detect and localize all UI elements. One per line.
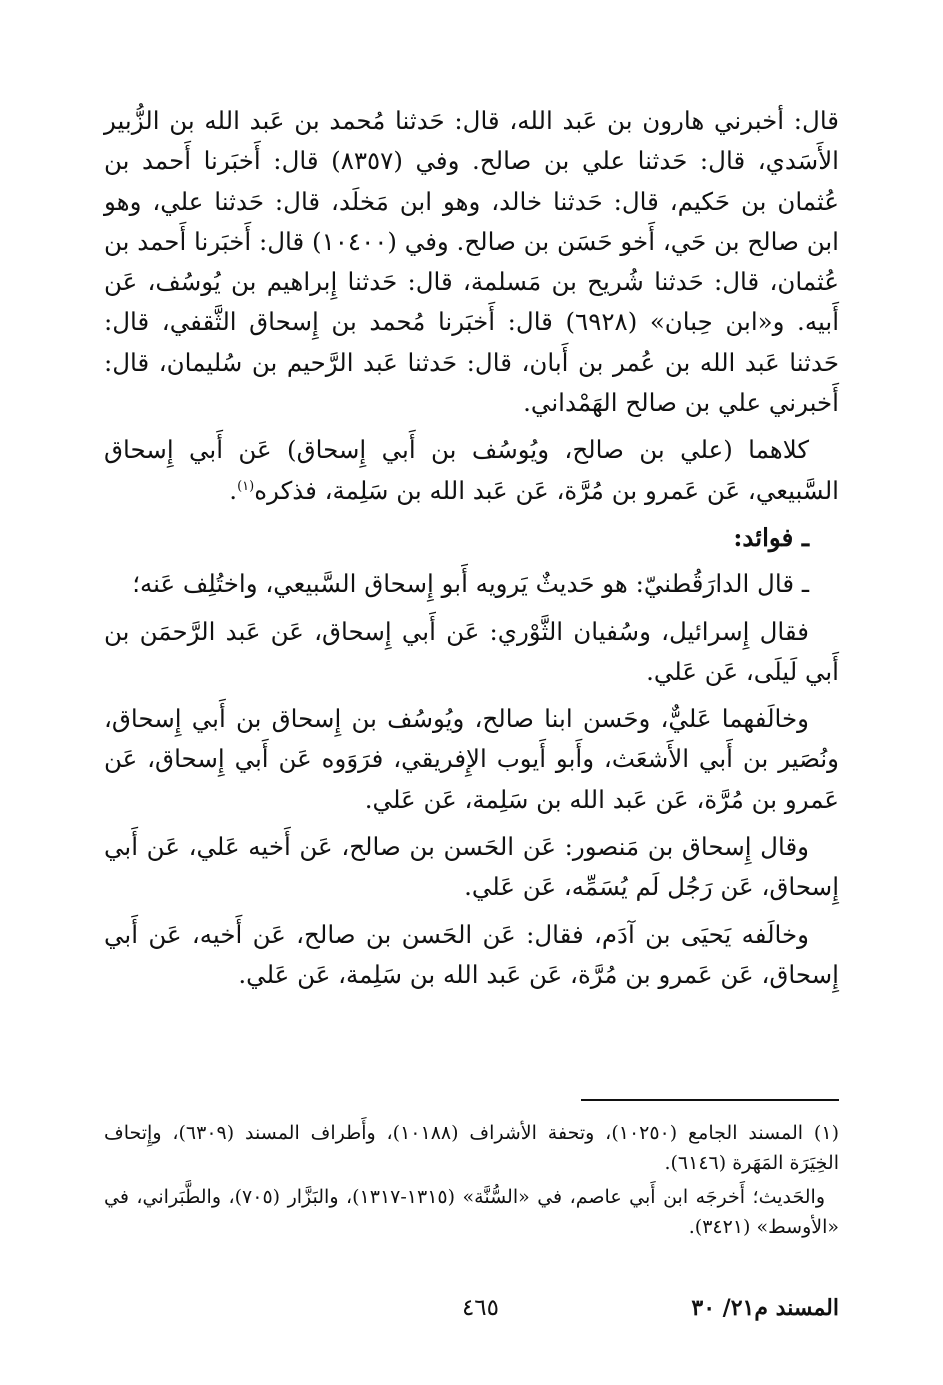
summary-paragraph: كلاهما (علي بن صالح، ويُوسُف بن أَبي إِسحاق) عَن أَبي إِسحاق السَّبيعي، عَن عَمرو بن مُرَّة، عَن عَبد الله بن سَلِمة، فذكره$^{(١)}$. — [104, 435, 839, 505]
footnote-reference: (١) — [237, 478, 255, 494]
document-page — [104, 0, 839, 1385]
footnote-separator — [581, 1099, 839, 1101]
isnad-paragraph: قال: أخبرني هارون بن عَبد الله، قال: حَدثنا مُحمد بن عَبد الله بن الزُّبير الأَسَدي، قال: حَدثنا علي بن صالح. وفي (٨٣٥٧) قال: أَخبَرنا أَحمد بن عُثمان بن حَكيم، قال: حَدثنا خالد، وهو ابن مَخلَد، قال: حَدثنا علي، وهو ابن صالح بن حَي، أَخو حَسَن بن صالح. وفي (١٠٤٠٠) قال: أَخبَرنا أَحمد بن عُثمان، قال: حَدثنا شُريح بن مَسلمة، قال: حَدثنا إِبراهيم بن يُوسُف، عَن أَبيه. و«ابن حِبان» (٦٩٢٨) قال: أَخبَرنا مُحمد بن إِسحاق الثَّقفي، قال: حَدثنا عَبد الله بن عُمر بن أَبان، قال: حَدثنا عَبد الرَّحيم بن سُليمان، قال: أَخبرني علي بن صالح الهَمْداني. — [104, 106, 839, 418]
fawaid-paragraph: وخالَفهما عَليٌّ، وحَسن ابنا صالح، ويُوسُف بن إِسحاق بن أَبي إِسحاق، ونُصَير بن أَبي الأَشعَث، وأَبو أَيوب الإِفريقي، فرَوَوه عَن أَبي إِسحاق، عَن عَمرو بن مُرَّة، عَن عَبد الله بن سَلِمة، عَن عَلي. — [104, 704, 839, 814]
fawaid-heading: ـ فوائد: — [733, 522, 809, 552]
summary-text: كلاهما (علي بن صالح، ويُوسُف بن أَبي إِسحاق) عَن أَبي إِسحاق السَّبيعي، عَن عَمرو بن مُرَّة، عَن عَبد الله بن سَلِمة، فذكره — [104, 435, 839, 505]
footnotes — [104, 1118, 839, 1246]
main-text — [104, 101, 839, 1002]
fawaid-paragraph: وخالَفه يَحيَى بن آدَم، فقال: عَن الحَسن بن صالح، عَن أَخيه، عَن أَبي إِسحاق، عَن عَمرو بن مُرَّة، عَن عَبد الله بن سَلِمة، عَن عَلي. — [104, 919, 839, 989]
footnote-1: (١) المسند الجامع (١٠٢٥٠)، وتحفة الأشراف (١٠١٨٨)، وأَطراف المسند (٦٣٠٩)، وإِتحاف الخِيَرَة المَهَرة (٦١٤٦). — [104, 1122, 839, 1174]
fawaid-paragraph: وقال إِسحاق بن مَنصور: عَن الحَسن بن صالح، عَن أَخيه عَلي، عَن أَبي إِسحاق، عَن رَجُل لَم يُسَمِّه، عَن عَلي. — [104, 832, 839, 902]
page-footer — [104, 1295, 839, 1329]
page-number: ٤٦٥ — [461, 1295, 499, 1321]
volume-signature: المسند م٢١/ ٣٠ — [691, 1295, 839, 1321]
fawaid-paragraph: ـ قال الدارَقُطنيّ: هو حَديثٌ يَرويه أَبو إِسحاق السَّبيعي، واختُلِف عَنه؛ — [132, 569, 809, 599]
footnote-1-continued: والحَديث؛ أَخرجَه ابن أَبي عاصم، في «السُّنَّة» (١٣١٥-١٣١٧)، والبَزَّار (٧٠٥)، والطَّبَراني، في «الأوسط» (٣٤٢١). — [104, 1186, 839, 1238]
fawaid-paragraph: فقال إِسرائيل، وسُفيان الثَّوْري: عَن أَبي إِسحاق، عَن عَبد الرَّحمَن بن أَبي لَيلَى، عَن عَلي. — [104, 616, 839, 686]
